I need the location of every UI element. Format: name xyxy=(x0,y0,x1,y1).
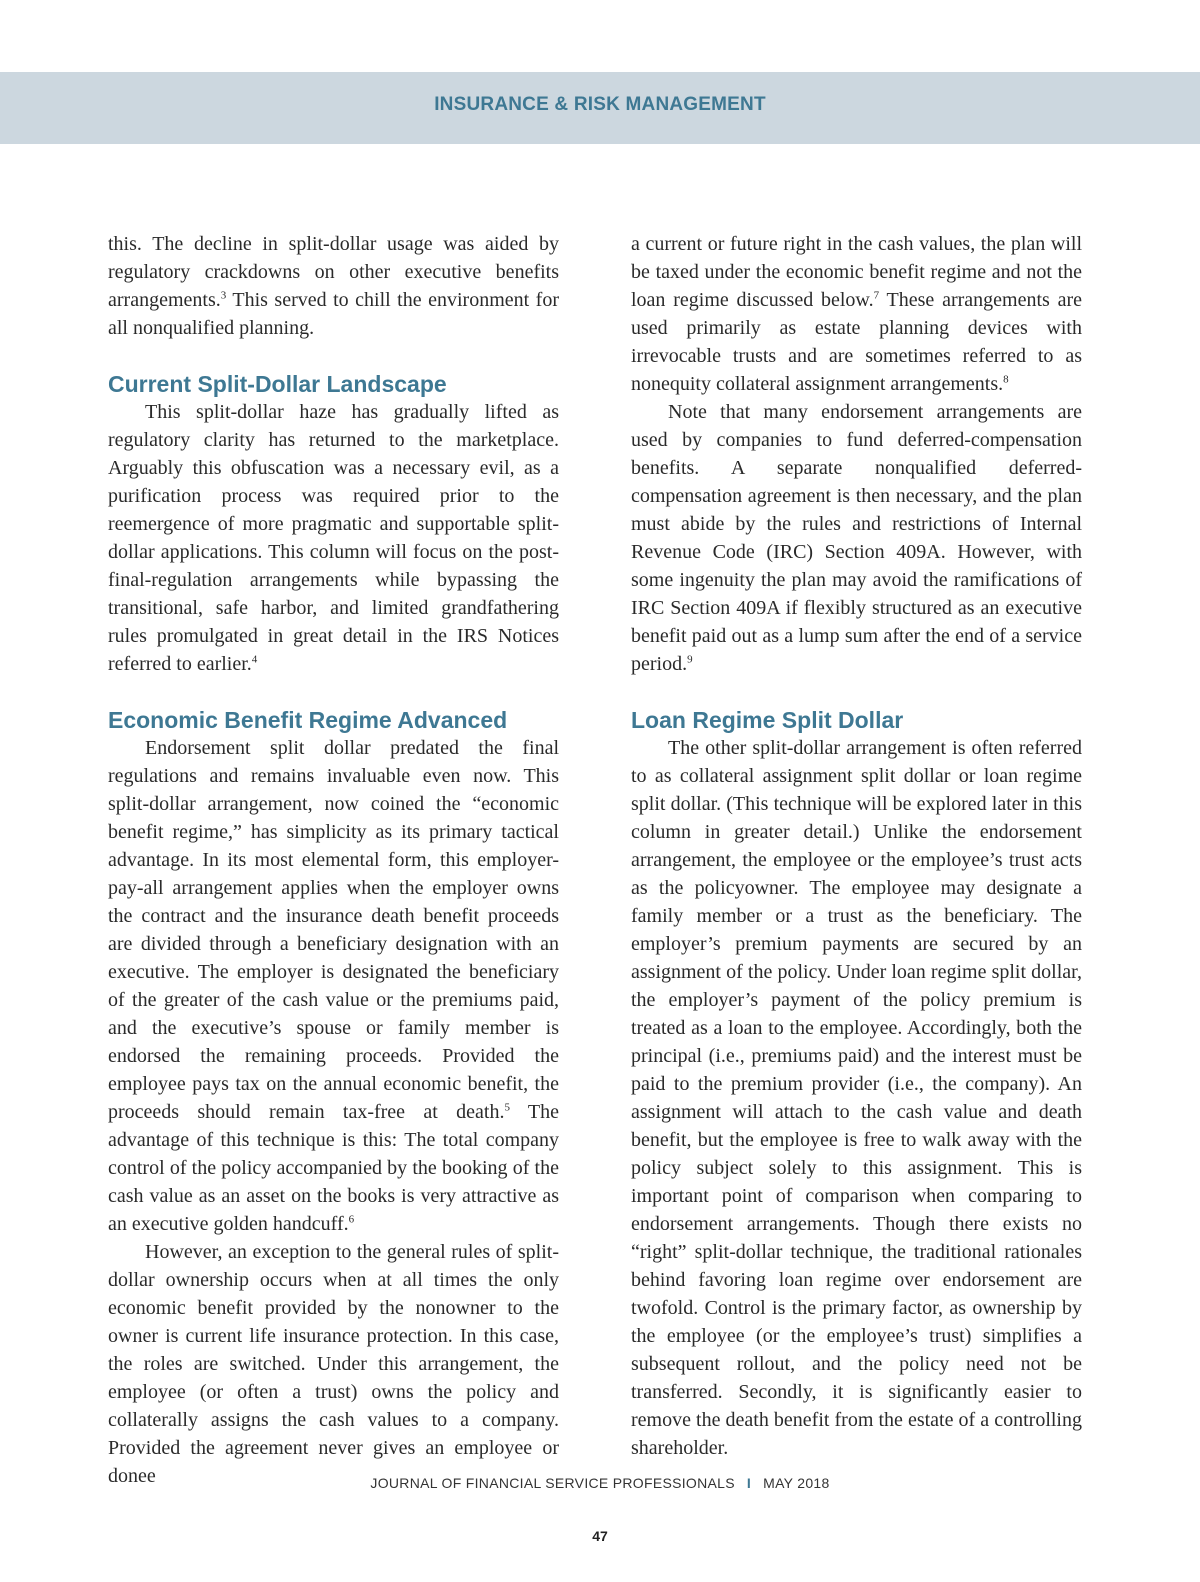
section-title: INSURANCE & RISK MANAGEMENT xyxy=(434,94,766,115)
footnote-ref[interactable]: 7 xyxy=(873,289,880,302)
section-header-band xyxy=(0,72,1200,144)
paragraph: Endorsement split dollar predated the final regulations and remains invaluable even now. This split-dollar arrangement, now coined the “economic benefit regime,” has simplicity as its primary tactical advantage. In its most elemental form, this employer-pay-all arrangement applies when the employer owns the contract and the insurance death benefit proceeds are divided through a beneficiary designation with an executive. The employer is designated the beneficiary of the greater of the cash value or the premiums paid, and the executive’s spouse or family member is endorsed the remaining proceeds. Provided the employee pays tax on the annual economic benefit, the proceeds should remain tax-free at death.$^5$ The advantage of this technique is this: The total company control of the policy accompanied by the booking of the cash value as an asset on the books is very attractive as an executive golden handcuff.$^6$ xyxy=(108,737,560,1235)
paragraph: This split-dollar haze has gradually lifted as regulatory clarity has returned to the marketplace. Arguably this obfuscation was a necessary evil, as a purification process was required prior to the reemergence of more pragmatic and supportable split-dollar applications. This column will focus on the post-final-regulation arrangements while bypassing the transitional, safe harbor, and limited grandfathering rules promulgated in great detail in the IRS Notices referred to earlier.$^4$ xyxy=(108,401,559,675)
right-column xyxy=(631,230,1082,1462)
footnote-ref[interactable]: 6 xyxy=(348,1213,355,1226)
journal-name: JOURNAL OF FINANCIAL SERVICE PROFESSIONALS xyxy=(370,1475,735,1491)
page-number: 47 xyxy=(592,1528,608,1544)
footnote-ref[interactable]: 3 xyxy=(220,289,227,302)
footnote-ref[interactable]: 9 xyxy=(687,653,693,666)
footnote-ref[interactable]: 5 xyxy=(504,1101,510,1114)
paragraph: The other split-dollar arrangement is often referred to as collateral assignment split dollar or loan regime split dollar. (This technique will be explored later in this column in greater detail.) Unlike the endorsement arrangement, the employee or the employee’s trust acts as the policyowner. The employee may designate a family member or a trust as the beneficiary. The employer’s premium payments are secured by an assignment of the policy. Under loan regime split dollar, the employer’s payment of the policy premium is treated as a loan to the employee. Accordingly, both the principal (i.e., premiums paid) and the interest must be paid to the premium provider (i.e., the company). An assignment will attach to the cash value and death benefit, but the employee is free to walk away with the policy subject solely to this assignment. This is important point of comparison when comparing to endorsement arrangements. Though there exists no “right” split-dollar technique, the traditional rationales behind favoring loan regime over endorsement are twofold. Control is the primary factor, as ownership by the employee (or the employee’s trust) simplifies a subsequent rollout, and the policy need not be transferred. Secondly, it is significantly easier to remove the death benefit from the estate of a controlling shareholder. xyxy=(631,737,1082,1459)
issue-date: MAY 2018 xyxy=(763,1475,830,1491)
footer-separator: I xyxy=(746,1475,752,1491)
paragraph: this. The decline in split-dollar usage was aided by regulatory crackdowns on other executive benefits arrangements.$^3$ This served to chill the environment for all nonqualified planning. xyxy=(108,233,559,339)
heading-loan-regime-split-dollar: Loan Regime Split Dollar xyxy=(631,707,904,733)
footnote-ref[interactable]: 8 xyxy=(1003,373,1009,386)
paragraph: Note that many endorsement arrangements are used by companies to fund deferred-compensation benefits. A separate nonqualified deferred-compensation agreement is then necessary, and the plan must abide by the rules and restrictions of Internal Revenue Code (IRC) Section 409A. However, with some ingenuity the plan may avoid the ramifications of IRC Section 409A if flexibly structured as an executive benefit paid out as a lump sum after the end of a service period.$^9$ xyxy=(631,401,1082,675)
heading-economic-benefit-regime-advanced: Economic Benefit Regime Advanced xyxy=(108,707,508,733)
footnote-ref[interactable]: 4 xyxy=(251,653,258,666)
paragraph: However, an exception to the general rules of split-dollar ownership occurs when at all times the only economic benefit provided by the nonowner to the owner is current life insurance protection. In this case, the roles are switched. Under this arrangement, the employee (or often a trust) owns the policy and collaterally assigns the cash values to a company. Provided the agreement never gives an employee or donee xyxy=(108,1241,559,1487)
heading-current-split-dollar-landscape: Current Split-Dollar Landscape xyxy=(108,371,447,397)
left-column xyxy=(108,230,559,1490)
paragraph: a current or future right in the cash values, the plan will be taxed under the economic benefit regime and not the loan regime discussed below.$^7$ These arrangements are used primarily as estate planning devices with irrevocable trusts and are sometimes referred to as nonequity collateral assignment arrangements.$^8$ xyxy=(631,233,1083,395)
journal-footer xyxy=(0,1475,1200,1491)
